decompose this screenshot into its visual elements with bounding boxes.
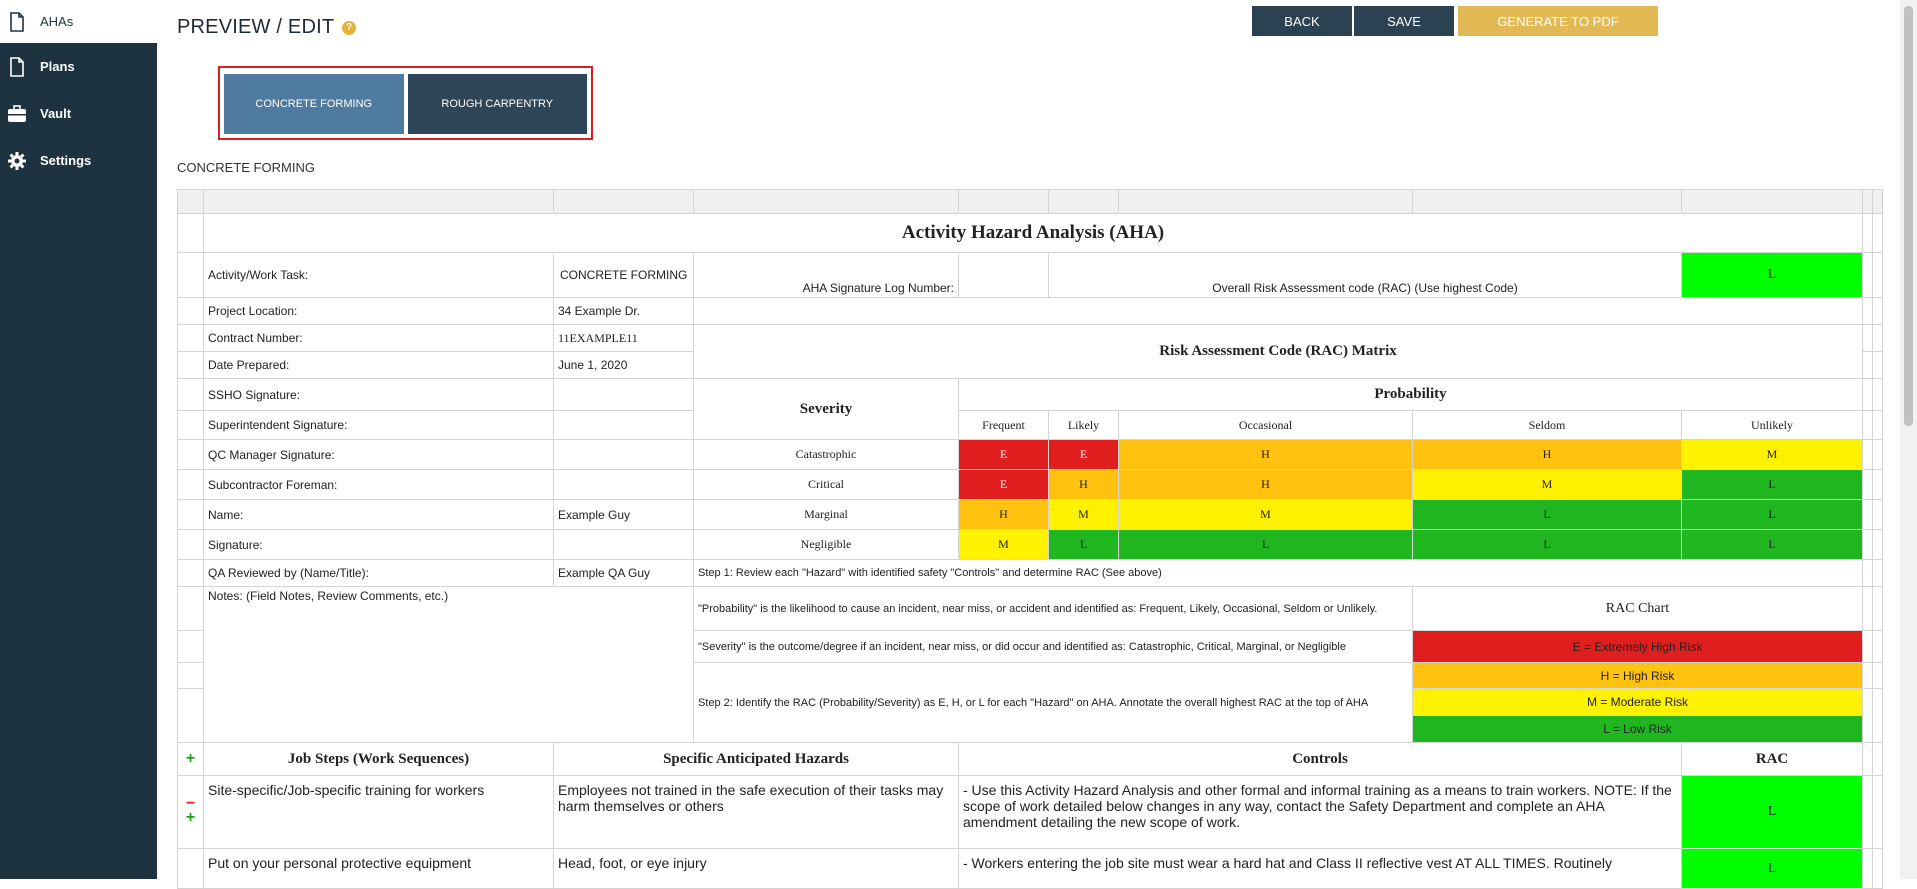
job-step-cell[interactable]: Site-specific/Job-specific training for workers (204, 776, 554, 849)
gear-icon (6, 150, 28, 172)
ssho-signature-label: SSHO Signature: (204, 379, 554, 411)
matrix-cell: E (959, 470, 1049, 500)
sidebar-item-label: Vault (40, 106, 72, 121)
matrix-cell: M (1119, 500, 1413, 530)
project-location-label: Project Location: (204, 298, 554, 325)
top-actions (1252, 6, 1658, 36)
ssho-signature-value[interactable] (554, 379, 694, 411)
matrix-cell: H (959, 500, 1049, 530)
add-row-icon[interactable]: + (185, 750, 196, 767)
subcontractor-foreman-label: Subcontractor Foreman: (204, 470, 554, 500)
table-row (178, 849, 1883, 889)
overall-rac-value[interactable]: L (1682, 253, 1863, 298)
matrix-cell: L (1413, 530, 1682, 560)
rac-cell[interactable]: L (1682, 776, 1863, 849)
sidebar-item-ahas[interactable] (0, 0, 157, 43)
briefcase-icon (6, 103, 28, 125)
matrix-title: Risk Assessment Code (RAC) Matrix (694, 325, 1863, 379)
remove-row-icon[interactable]: − (185, 795, 196, 812)
severity-critical: Critical (694, 470, 959, 500)
severity-definition: "Severity" is the outcome/degree if an incident, near miss, or did occur and identified as: Catastrophic, Critical, Marginal, or Negligible (694, 631, 1413, 663)
qc-manager-signature-label: QC Manager Signature: (204, 440, 554, 470)
matrix-cell: H (1413, 440, 1682, 470)
tab-concrete-forming[interactable]: CONCRETE FORMING (224, 74, 404, 134)
matrix-cell: E (1049, 440, 1119, 470)
page-scrollbar[interactable] (1900, 0, 1917, 879)
qc-manager-signature-value[interactable] (554, 440, 694, 470)
signature-log-label: AHA Signature Log Number: (694, 253, 959, 298)
notes-label: Notes: (Field Notes, Review Comments, etc.) (208, 589, 449, 603)
section-label: CONCRETE FORMING (177, 160, 315, 175)
matrix-cell: L (1682, 470, 1863, 500)
overall-rac-label: Overall Risk Assessment code (RAC) (Use highest Code) (1049, 253, 1682, 298)
qa-reviewed-label: QA Reviewed by (Name/Title): (204, 560, 554, 587)
rac-chart-moderate: M = Moderate Risk (1413, 689, 1862, 716)
rac-chart-high: H = High Risk (1413, 663, 1863, 689)
date-prepared-value[interactable]: June 1, 2020 (554, 352, 694, 379)
main-content (157, 0, 1900, 879)
controls-cell[interactable]: - Use this Activity Hazard Analysis and other formal and informal training as a means to train workers. NOTE: If the scope of work detailed below changes in any way, contact the Safety Department and complete an AHA amendment detailing the new scope of work. (959, 776, 1682, 849)
scrollbar-thumb[interactable] (1904, 6, 1913, 426)
signature-label: Signature: (204, 530, 554, 560)
rac-header: RAC (1682, 743, 1863, 776)
rac-chart-extreme: E = Extremely High Risk (1413, 631, 1863, 663)
severity-header: Severity (694, 379, 959, 440)
severity-marginal: Marginal (694, 500, 959, 530)
page-title-text: PREVIEW / EDIT (177, 16, 335, 38)
document-icon (6, 11, 28, 33)
signature-value[interactable] (554, 530, 694, 560)
document-icon (6, 56, 28, 78)
matrix-cell: M (1049, 500, 1119, 530)
date-prepared-label: Date Prepared: (204, 352, 554, 379)
subcontractor-foreman-value[interactable] (554, 470, 694, 500)
contract-number-label: Contract Number: (204, 325, 554, 352)
matrix-cell: H (1119, 470, 1413, 500)
notes-field[interactable] (204, 587, 694, 743)
back-button[interactable]: BACK (1252, 6, 1352, 36)
sidebar-item-label: Settings (40, 153, 92, 168)
matrix-cell: H (1119, 440, 1413, 470)
prob-col-likely: Likely (1049, 411, 1119, 440)
matrix-cell: L (1682, 530, 1863, 560)
job-step-cell[interactable]: Put on your personal protective equipment (204, 849, 554, 889)
help-icon[interactable]: ? (342, 21, 356, 35)
severity-catastrophic: Catastrophic (694, 440, 959, 470)
signature-log-value[interactable] (959, 253, 1049, 298)
matrix-cell: M (1413, 470, 1682, 500)
probability-definition: "Probability" is the likelihood to cause an incident, near miss, or accident and identified as: Frequent, Likely, Occasional, Seldom or Unlikely. (694, 587, 1413, 631)
sidebar (0, 0, 157, 879)
activity-value[interactable]: CONCRETE FORMING (554, 253, 694, 298)
superintendent-signature-value[interactable] (554, 411, 694, 440)
controls-header: Controls (959, 743, 1682, 776)
qa-reviewed-value[interactable]: Example QA Guy (554, 560, 694, 587)
prob-col-unlikely: Unlikely (1682, 411, 1863, 440)
table-row (178, 776, 1883, 849)
matrix-cell: L (1049, 530, 1119, 560)
sidebar-item-label: Plans (40, 59, 75, 74)
superintendent-signature-label: Superintendent Signature: (204, 411, 554, 440)
generate-pdf-button[interactable]: GENERATE TO PDF (1458, 6, 1658, 36)
sidebar-item-plans[interactable] (0, 43, 157, 90)
hazards-header: Specific Anticipated Hazards (554, 743, 959, 776)
hazard-cell[interactable]: Head, foot, or eye injury (554, 849, 959, 889)
name-value[interactable]: Example Guy (554, 500, 694, 530)
controls-cell[interactable]: - Workers entering the job site must wear a hard hat and Class II reflective vest AT ALL TIMES. Routinely (959, 849, 1682, 889)
aha-table (177, 189, 1883, 889)
matrix-cell: L (1682, 500, 1863, 530)
matrix-cell: M (1682, 440, 1863, 470)
rac-chart-low: L = Low Risk (1413, 716, 1862, 742)
prob-col-frequent: Frequent (959, 411, 1049, 440)
matrix-cell: H (1049, 470, 1119, 500)
save-button[interactable]: SAVE (1354, 6, 1454, 36)
matrix-cell: L (1119, 530, 1413, 560)
tab-rough-carpentry[interactable]: ROUGH CARPENTRY (408, 74, 588, 134)
rac-cell[interactable]: L (1682, 849, 1863, 889)
prob-col-seldom: Seldom (1413, 411, 1682, 440)
sidebar-item-vault[interactable] (0, 90, 157, 137)
matrix-cell: L (1413, 500, 1682, 530)
activity-label: Activity/Work Task: (204, 253, 554, 298)
step1-text: Step 1: Review each "Hazard" with identified safety "Controls" and determine RAC (See above) (694, 560, 1863, 587)
job-steps-header: Job Steps (Work Sequences) (204, 743, 554, 776)
page-title (177, 16, 356, 39)
column-header-row (178, 190, 1883, 214)
rac-chart-title: RAC Chart (1413, 587, 1863, 631)
sidebar-item-settings[interactable] (0, 137, 157, 184)
add-row-icon[interactable]: + (185, 809, 196, 826)
step2-text: Step 2: Identify the RAC (Probability/Severity) as E, H, or L for each "Hazard" on AHA. Annotate the overall highest RAC at the top of AHA (694, 663, 1413, 743)
prob-col-occasional: Occasional (1119, 411, 1413, 440)
project-location-value[interactable]: 34 Example Dr. (554, 298, 694, 325)
contract-number-value[interactable]: 11EXAMPLE11 (554, 325, 694, 352)
hazard-cell[interactable]: Employees not trained in the safe execution of their tasks may harm themselves or others (554, 776, 959, 849)
severity-negligible: Negligible (694, 530, 959, 560)
name-label: Name: (204, 500, 554, 530)
aha-title: Activity Hazard Analysis (AHA) (204, 214, 1863, 253)
matrix-cell: M (959, 530, 1049, 560)
sidebar-item-label: AHAs (40, 14, 74, 29)
matrix-cell: E (959, 440, 1049, 470)
probability-header: Probability (959, 379, 1863, 411)
activity-tabs (218, 66, 593, 140)
